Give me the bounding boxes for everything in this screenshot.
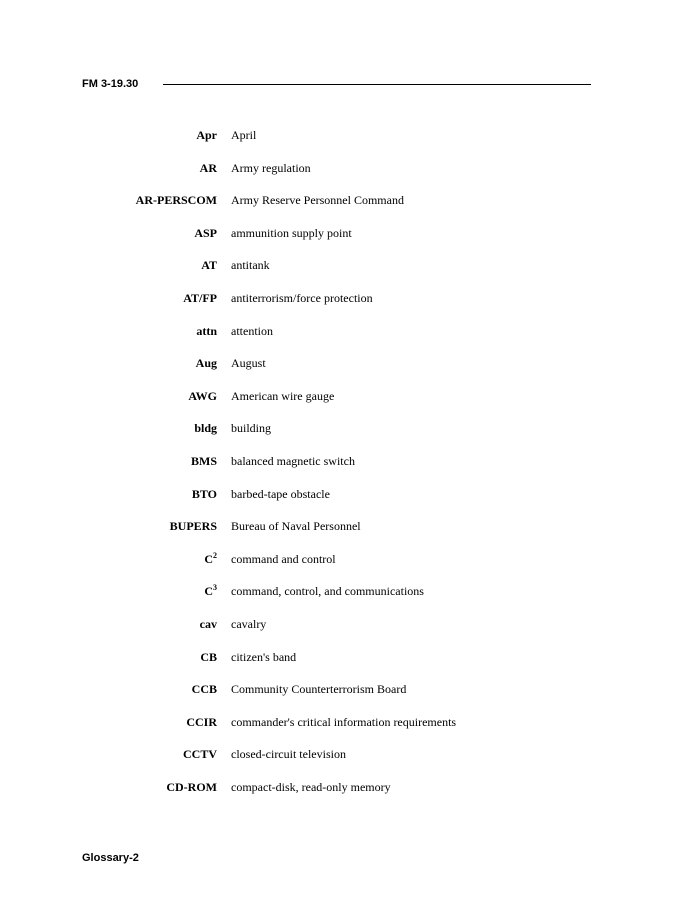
glossary-term bbox=[191, 452, 217, 470]
glossary-definition: compact-disk, read-only memory bbox=[231, 779, 391, 794]
glossary-term-text: CD-ROM bbox=[166, 779, 217, 794]
glossary-definition: antiterrorism/force protection bbox=[231, 290, 373, 305]
glossary-entry bbox=[0, 778, 693, 811]
glossary-term-text: BMS bbox=[190, 453, 217, 468]
glossary-entry bbox=[0, 256, 693, 289]
glossary-term-text: AT bbox=[201, 258, 217, 273]
glossary-term bbox=[196, 354, 217, 372]
glossary-definition: antitank bbox=[231, 258, 270, 273]
glossary-entry bbox=[0, 387, 693, 420]
glossary-definition: commander's critical information requirements bbox=[231, 714, 457, 729]
glossary-definition: Army Reserve Personnel Command bbox=[231, 193, 404, 208]
glossary-definition: closed-circuit television bbox=[231, 747, 346, 762]
glossary-term-text: cav bbox=[199, 616, 217, 631]
glossary-entry bbox=[0, 224, 693, 257]
glossary-definition: Community Counterterrorism Board bbox=[231, 682, 407, 697]
glossary-term bbox=[200, 159, 217, 177]
glossary-term-text: BUPERS bbox=[169, 519, 217, 534]
glossary-entry bbox=[0, 322, 693, 355]
glossary-entry bbox=[0, 713, 693, 746]
glossary-term bbox=[188, 387, 217, 405]
glossary-term-superscript: 3 bbox=[213, 583, 217, 593]
glossary-term bbox=[201, 256, 217, 274]
glossary-definition: attention bbox=[231, 323, 273, 338]
glossary-term bbox=[204, 550, 217, 568]
glossary-term bbox=[186, 713, 217, 731]
page-number: Glossary-2 bbox=[82, 852, 139, 864]
glossary-term-text: C bbox=[204, 551, 213, 566]
glossary-entry bbox=[0, 354, 693, 387]
glossary-definition: command, control, and communications bbox=[231, 584, 424, 599]
glossary-term-text: AR-PERSCOM bbox=[135, 193, 217, 208]
glossary-term bbox=[192, 680, 217, 698]
glossary-term-text: BTO bbox=[191, 486, 217, 501]
glossary-term bbox=[196, 126, 217, 144]
glossary-definition: ammunition supply point bbox=[231, 225, 352, 240]
glossary-entry bbox=[0, 419, 693, 452]
glossary-term bbox=[200, 615, 217, 633]
glossary-entry bbox=[0, 159, 693, 192]
glossary-definition: Bureau of Naval Personnel bbox=[231, 519, 361, 534]
glossary-entry bbox=[0, 485, 693, 518]
glossary-term-text: attn bbox=[196, 323, 217, 338]
glossary-term bbox=[170, 517, 217, 535]
glossary-definition: cavalry bbox=[231, 616, 267, 631]
glossary-definition: August bbox=[231, 356, 266, 371]
glossary-term bbox=[183, 289, 217, 307]
glossary-term bbox=[183, 745, 217, 763]
glossary-entry bbox=[0, 680, 693, 713]
publication-number: FM 3-19.30 bbox=[82, 78, 139, 90]
glossary-term-text: CCB bbox=[191, 682, 217, 697]
glossary-term-text: CB bbox=[200, 649, 217, 664]
glossary-list bbox=[0, 126, 693, 810]
glossary-term-text: AT/FP bbox=[183, 290, 217, 305]
glossary-definition: citizen's band bbox=[231, 649, 297, 664]
glossary-term-text: CCTV bbox=[182, 747, 217, 762]
glossary-entry bbox=[0, 452, 693, 485]
glossary-term-text: AWG bbox=[188, 388, 217, 403]
glossary-entry bbox=[0, 289, 693, 322]
glossary-entry bbox=[0, 517, 693, 550]
glossary-term-text: Apr bbox=[196, 128, 217, 142]
glossary-definition: April bbox=[231, 128, 257, 142]
glossary-entry bbox=[0, 191, 693, 224]
glossary-definition: barbed-tape obstacle bbox=[231, 486, 330, 501]
glossary-term bbox=[194, 419, 217, 437]
glossary-term bbox=[192, 485, 217, 503]
glossary-entry bbox=[0, 582, 693, 615]
glossary-term bbox=[136, 191, 217, 209]
glossary-term bbox=[196, 322, 217, 340]
glossary-term-superscript: 2 bbox=[213, 550, 217, 560]
glossary-entry bbox=[0, 550, 693, 583]
glossary-term-text: ASP bbox=[194, 225, 217, 240]
glossary-definition: American wire gauge bbox=[231, 388, 335, 403]
glossary-term-text: AR bbox=[199, 160, 217, 175]
glossary-entry bbox=[0, 745, 693, 778]
glossary-term bbox=[204, 582, 217, 600]
glossary-definition: building bbox=[231, 421, 272, 436]
glossary-term-text: CCIR bbox=[186, 714, 217, 729]
glossary-entry bbox=[0, 615, 693, 648]
glossary-definition: balanced magnetic switch bbox=[231, 453, 355, 468]
glossary-term-text: Aug bbox=[195, 356, 217, 371]
glossary-term bbox=[200, 648, 217, 666]
glossary-term-text: C bbox=[204, 584, 213, 599]
glossary-term-text: bldg bbox=[194, 421, 217, 436]
glossary-entry bbox=[0, 648, 693, 681]
glossary-definition: Army regulation bbox=[231, 160, 311, 175]
glossary-definition: command and control bbox=[231, 551, 336, 566]
glossary-term bbox=[166, 778, 217, 796]
glossary-entry bbox=[0, 126, 693, 159]
glossary-term bbox=[194, 224, 217, 242]
header-rule bbox=[163, 84, 591, 85]
